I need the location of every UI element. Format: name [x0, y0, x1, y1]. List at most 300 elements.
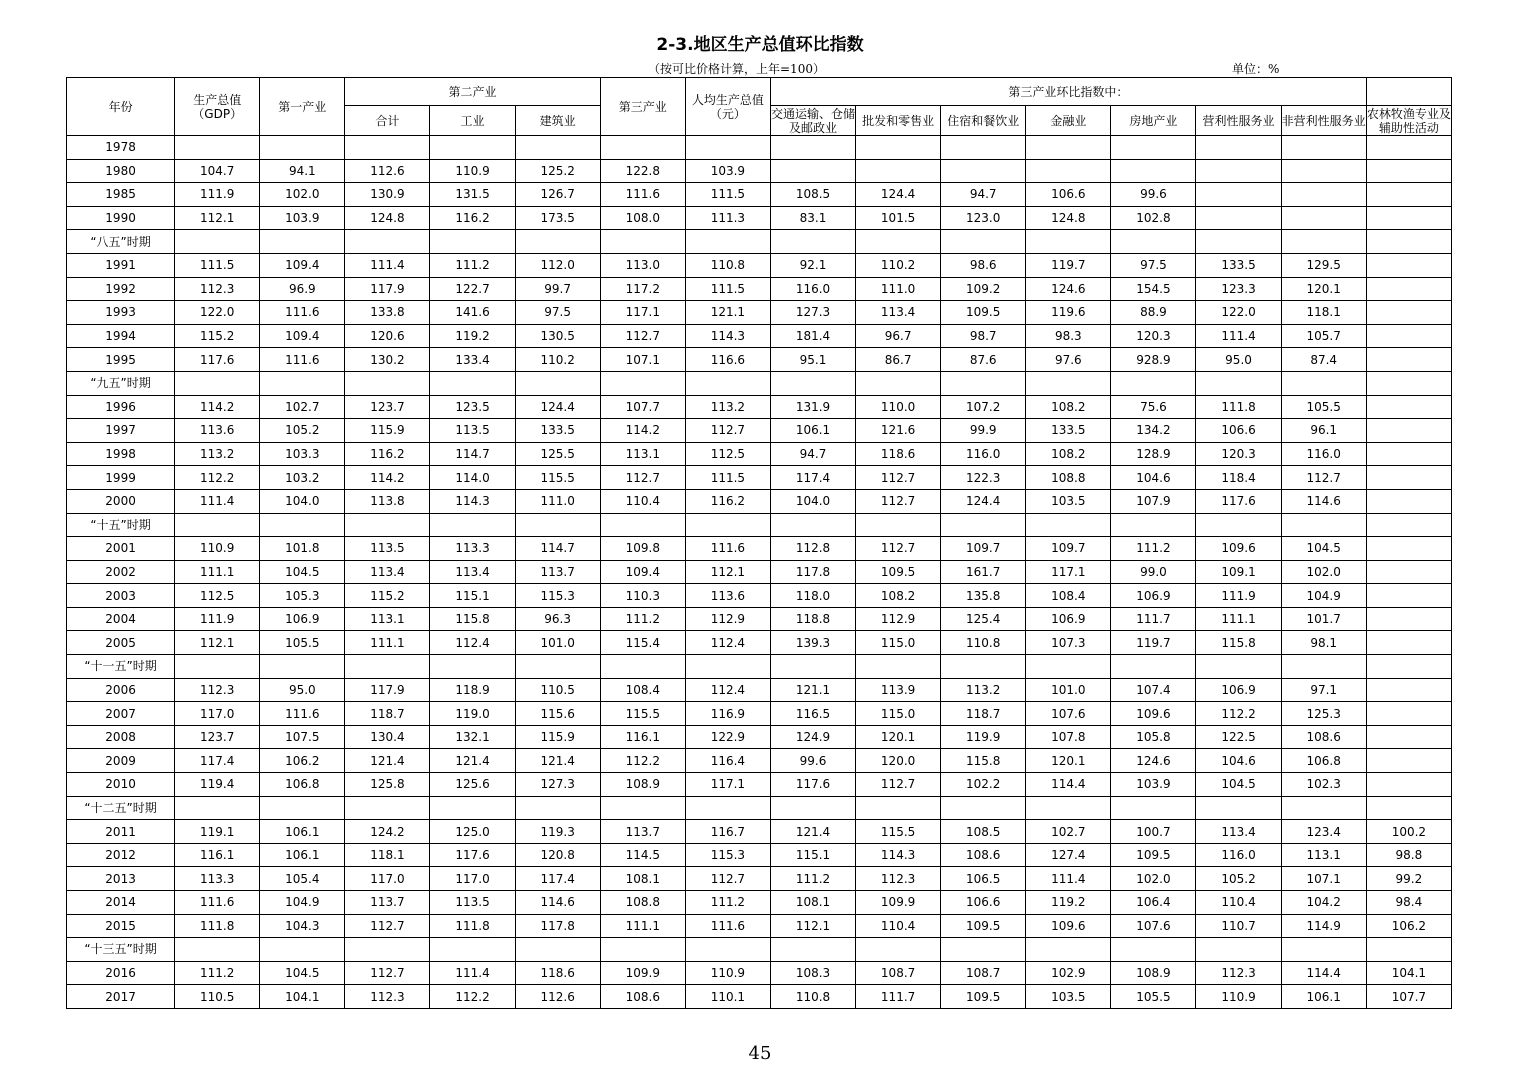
table-cell	[1366, 348, 1451, 372]
table-cell: 116.7	[685, 820, 770, 844]
table-cell: 107.1	[1281, 867, 1366, 891]
table-cell: 112.7	[600, 466, 685, 490]
table-cell: 111.7	[1111, 607, 1196, 631]
table-cell: 103.5	[1026, 985, 1111, 1009]
table-cell: 106.8	[1281, 749, 1366, 773]
table-cell: 112.6	[515, 985, 600, 1009]
period-label: “八五”时期	[67, 230, 175, 254]
table-cell: 98.4	[1366, 891, 1451, 915]
table-cell: 122.0	[175, 301, 260, 325]
table-cell: 115.8	[1196, 631, 1281, 655]
table-cell: 102.7	[260, 395, 345, 419]
table-cell	[856, 938, 941, 962]
table-cell: 110.0	[856, 395, 941, 419]
table-cell: 111.4	[430, 961, 515, 985]
table-cell: 111.1	[175, 560, 260, 584]
table-cell: 120.8	[515, 843, 600, 867]
table-cell: 104.5	[260, 961, 345, 985]
page-number: 45	[748, 1043, 772, 1064]
table-cell: 119.1	[175, 820, 260, 844]
table-cell: 112.2	[600, 749, 685, 773]
table-cell	[770, 371, 855, 395]
table-cell	[1366, 277, 1451, 301]
table-cell: 98.6	[941, 253, 1026, 277]
year-cell: 1995	[67, 348, 175, 372]
table-cell: 113.3	[430, 537, 515, 561]
table-cell: 133.5	[1196, 253, 1281, 277]
table-cell: 119.4	[175, 773, 260, 797]
year-cell: 1991	[67, 253, 175, 277]
table-cell: 110.8	[941, 631, 1026, 655]
table-cell: 111.0	[856, 277, 941, 301]
table-cell: 173.5	[515, 206, 600, 230]
table-cell: 127.3	[515, 773, 600, 797]
table-cell	[515, 796, 600, 820]
table-cell: 108.7	[856, 961, 941, 985]
table-cell: 112.7	[856, 489, 941, 513]
table-cell: 107.4	[1111, 678, 1196, 702]
table-cell: 87.6	[941, 348, 1026, 372]
table-cell: 123.3	[1196, 277, 1281, 301]
year-cell: 2015	[67, 914, 175, 938]
header-per-capita: 人均生产总值（元）	[685, 78, 770, 136]
table-cell: 113.2	[175, 442, 260, 466]
table-cell	[600, 796, 685, 820]
table-cell	[941, 371, 1026, 395]
table-cell	[430, 230, 515, 254]
table-cell: 113.0	[600, 253, 685, 277]
table-cell: 116.6	[685, 348, 770, 372]
table-cell: 106.2	[1366, 914, 1451, 938]
table-cell: 95.0	[1196, 348, 1281, 372]
table-cell: 107.6	[1111, 914, 1196, 938]
table-cell	[1281, 230, 1366, 254]
table-cell: 122.7	[430, 277, 515, 301]
table-cell	[770, 796, 855, 820]
header-sec-total: 合计	[345, 106, 430, 136]
year-cell: 2007	[67, 702, 175, 726]
table-cell	[1196, 796, 1281, 820]
table-cell: 107.3	[1026, 631, 1111, 655]
table-cell: 118.1	[345, 843, 430, 867]
table-cell	[1366, 631, 1451, 655]
header-profit-service: 营利性服务业	[1196, 106, 1281, 136]
table-cell	[430, 938, 515, 962]
table-cell: 109.8	[600, 537, 685, 561]
table-cell: 95.1	[770, 348, 855, 372]
table-cell: 117.9	[345, 277, 430, 301]
table-cell: 120.0	[856, 749, 941, 773]
header-hotel: 住宿和餐饮业	[941, 106, 1026, 136]
table-cell	[856, 513, 941, 537]
table-row	[67, 725, 1452, 749]
table-cell: 110.9	[685, 961, 770, 985]
table-cell	[770, 230, 855, 254]
table-cell: 111.5	[685, 277, 770, 301]
table-cell: 154.5	[1111, 277, 1196, 301]
year-cell: 1996	[67, 395, 175, 419]
table-cell: 104.6	[1111, 466, 1196, 490]
table-cell: 141.6	[430, 301, 515, 325]
table-cell: 117.4	[770, 466, 855, 490]
table-cell	[600, 655, 685, 679]
table-cell: 115.2	[175, 324, 260, 348]
table-cell: 108.7	[941, 961, 1026, 985]
period-label: “十二五”时期	[67, 796, 175, 820]
table-cell	[1111, 938, 1196, 962]
table-row	[67, 843, 1452, 867]
table-cell: 106.1	[770, 419, 855, 443]
table-cell: 100.7	[1111, 820, 1196, 844]
table-cell: 108.5	[941, 820, 1026, 844]
table-cell: 117.4	[515, 867, 600, 891]
year-cell: 2005	[67, 631, 175, 655]
period-row	[67, 655, 1452, 679]
table-cell	[941, 655, 1026, 679]
table-cell: 95.0	[260, 678, 345, 702]
table-cell: 103.9	[685, 159, 770, 183]
table-cell: 113.7	[345, 891, 430, 915]
table-cell	[345, 230, 430, 254]
table-cell	[1366, 159, 1451, 183]
table-cell: 111.4	[1026, 867, 1111, 891]
table-cell	[685, 371, 770, 395]
table-row	[67, 324, 1452, 348]
table-cell: 135.8	[941, 584, 1026, 608]
table-cell	[1196, 655, 1281, 679]
table-cell: 98.7	[941, 324, 1026, 348]
header-sec-construction: 建筑业	[515, 106, 600, 136]
table-cell: 111.9	[1196, 584, 1281, 608]
table-row	[67, 607, 1452, 631]
table-cell: 97.5	[515, 301, 600, 325]
header-transport: 交通运输、仓储及邮政业	[770, 106, 855, 135]
table-cell: 117.6	[1196, 489, 1281, 513]
table-cell: 107.7	[1366, 985, 1451, 1009]
table-cell	[941, 159, 1026, 183]
table-cell: 106.8	[260, 773, 345, 797]
period-label: “九五”时期	[67, 371, 175, 395]
table-cell: 117.6	[430, 843, 515, 867]
table-cell: 109.6	[1111, 702, 1196, 726]
period-label: “十三五”时期	[67, 938, 175, 962]
table-cell: 111.6	[175, 891, 260, 915]
table-cell: 117.9	[345, 678, 430, 702]
table-cell: 133.8	[345, 301, 430, 325]
table-cell	[941, 938, 1026, 962]
table-cell: 116.2	[430, 206, 515, 230]
table-cell: 112.3	[175, 277, 260, 301]
table-row	[67, 773, 1452, 797]
table-cell: 108.6	[941, 843, 1026, 867]
table-cell	[1366, 584, 1451, 608]
table-cell: 112.7	[345, 961, 430, 985]
table-row	[67, 560, 1452, 584]
table-cell	[1366, 301, 1451, 325]
table-cell	[941, 513, 1026, 537]
table-cell	[260, 938, 345, 962]
table-cell: 111.2	[1111, 537, 1196, 561]
year-cell: 2012	[67, 843, 175, 867]
table-cell: 108.1	[770, 891, 855, 915]
table-cell: 127.3	[770, 301, 855, 325]
table-cell	[430, 796, 515, 820]
table-cell: 96.7	[856, 324, 941, 348]
table-cell: 111.6	[600, 183, 685, 207]
table-cell: 116.0	[941, 442, 1026, 466]
table-cell: 113.4	[430, 560, 515, 584]
header-tertiary: 第三产业	[600, 78, 685, 136]
table-row	[67, 631, 1452, 655]
table-cell: 110.7	[1196, 914, 1281, 938]
table-cell: 109.2	[941, 277, 1026, 301]
year-cell: 2000	[67, 489, 175, 513]
table-cell: 106.4	[1111, 891, 1196, 915]
table-row	[67, 749, 1452, 773]
table-cell: 111.3	[685, 206, 770, 230]
table-cell: 119.7	[1111, 631, 1196, 655]
table-cell: 109.5	[941, 914, 1026, 938]
table-cell: 112.9	[856, 607, 941, 631]
table-cell	[1366, 206, 1451, 230]
table-cell: 99.9	[941, 419, 1026, 443]
table-cell: 108.8	[1026, 466, 1111, 490]
table-cell: 115.5	[600, 702, 685, 726]
table-cell: 98.3	[1026, 324, 1111, 348]
table-cell: 114.9	[1281, 914, 1366, 938]
table-cell: 108.8	[600, 891, 685, 915]
table-cell: 99.6	[1111, 183, 1196, 207]
table-cell: 112.7	[856, 537, 941, 561]
year-cell: 2013	[67, 867, 175, 891]
table-row	[67, 253, 1452, 277]
table-cell	[1366, 419, 1451, 443]
table-cell: 101.7	[1281, 607, 1366, 631]
table-cell: 108.4	[600, 678, 685, 702]
table-cell: 114.0	[430, 466, 515, 490]
table-cell	[1196, 206, 1281, 230]
table-cell: 133.5	[515, 419, 600, 443]
table-cell: 106.9	[260, 607, 345, 631]
table-cell	[941, 136, 1026, 160]
table-cell	[685, 513, 770, 537]
table-cell	[260, 655, 345, 679]
header-blank	[1366, 78, 1451, 106]
table-cell: 114.6	[1281, 489, 1366, 513]
table-cell	[430, 655, 515, 679]
table-cell: 96.3	[515, 607, 600, 631]
table-cell: 99.6	[770, 749, 855, 773]
table-cell: 92.1	[770, 253, 855, 277]
table-cell: 119.2	[430, 324, 515, 348]
table-cell	[1026, 136, 1111, 160]
table-cell: 112.4	[685, 678, 770, 702]
table-cell: 132.1	[430, 725, 515, 749]
table-cell: 117.6	[175, 348, 260, 372]
table-cell: 112.3	[1196, 961, 1281, 985]
table-cell: 123.7	[175, 725, 260, 749]
table-cell	[1026, 230, 1111, 254]
table-row	[67, 820, 1452, 844]
table-cell: 105.5	[1111, 985, 1196, 1009]
table-row	[67, 159, 1452, 183]
year-cell: 2011	[67, 820, 175, 844]
table-cell: 113.4	[856, 301, 941, 325]
table-cell	[1111, 371, 1196, 395]
table-cell	[1366, 253, 1451, 277]
table-cell: 130.2	[345, 348, 430, 372]
table-cell: 106.6	[1196, 419, 1281, 443]
table-cell: 113.5	[430, 419, 515, 443]
table-cell: 108.3	[770, 961, 855, 985]
table-row	[67, 678, 1452, 702]
table-cell: 112.6	[345, 159, 430, 183]
table-cell	[856, 230, 941, 254]
table-cell: 116.2	[685, 489, 770, 513]
table-cell	[1281, 206, 1366, 230]
year-cell: 1985	[67, 183, 175, 207]
table-cell: 111.6	[260, 348, 345, 372]
table-cell	[1366, 466, 1451, 490]
table-cell: 120.3	[1196, 442, 1281, 466]
table-cell: 112.8	[770, 537, 855, 561]
table-cell	[1366, 324, 1451, 348]
table-cell	[515, 938, 600, 962]
table-cell	[1196, 183, 1281, 207]
table-cell: 106.6	[941, 891, 1026, 915]
table-cell: 106.5	[941, 867, 1026, 891]
table-cell: 124.4	[941, 489, 1026, 513]
table-row	[67, 442, 1452, 466]
table-cell: 109.5	[856, 560, 941, 584]
table-cell: 112.9	[685, 607, 770, 631]
table-cell: 113.3	[175, 867, 260, 891]
table-cell: 126.7	[515, 183, 600, 207]
year-cell: 1997	[67, 419, 175, 443]
table-cell: 129.5	[1281, 253, 1366, 277]
table-cell: 116.5	[770, 702, 855, 726]
table-cell	[260, 136, 345, 160]
table-cell: 114.5	[600, 843, 685, 867]
table-cell: 110.1	[685, 985, 770, 1009]
table-row	[67, 584, 1452, 608]
table-cell	[345, 655, 430, 679]
period-row	[67, 371, 1452, 395]
table-cell	[175, 655, 260, 679]
table-cell: 161.7	[941, 560, 1026, 584]
table-cell: 112.2	[1196, 702, 1281, 726]
table-cell: 107.6	[1026, 702, 1111, 726]
table-cell: 112.4	[685, 631, 770, 655]
table-cell: 110.8	[770, 985, 855, 1009]
table-cell	[515, 136, 600, 160]
table-cell: 111.8	[175, 914, 260, 938]
table-cell: 75.6	[1111, 395, 1196, 419]
table-cell: 113.1	[345, 607, 430, 631]
table-cell	[1111, 159, 1196, 183]
table-cell: 130.5	[515, 324, 600, 348]
table-cell: 123.7	[345, 395, 430, 419]
table-cell	[1366, 607, 1451, 631]
table-cell: 104.7	[175, 159, 260, 183]
table-cell: 116.2	[345, 442, 430, 466]
table-cell: 102.2	[941, 773, 1026, 797]
year-cell: 2004	[67, 607, 175, 631]
table-cell	[1111, 655, 1196, 679]
table-cell: 119.9	[941, 725, 1026, 749]
table-cell: 109.4	[260, 253, 345, 277]
table-cell	[600, 938, 685, 962]
year-cell: 1994	[67, 324, 175, 348]
table-cell	[1196, 230, 1281, 254]
table-cell: 123.5	[430, 395, 515, 419]
table-cell	[430, 136, 515, 160]
table-cell: 112.3	[345, 985, 430, 1009]
table-cell	[856, 136, 941, 160]
table-cell: 102.9	[1026, 961, 1111, 985]
table-cell: 113.6	[685, 584, 770, 608]
table-cell: 108.6	[1281, 725, 1366, 749]
header-primary: 第一产业	[260, 78, 345, 136]
table-cell: 124.4	[856, 183, 941, 207]
table-cell	[1281, 938, 1366, 962]
table-cell: 112.2	[430, 985, 515, 1009]
year-cell: 1998	[67, 442, 175, 466]
table-cell: 114.3	[430, 489, 515, 513]
table-cell: 104.1	[1366, 961, 1451, 985]
table-cell: 111.2	[770, 867, 855, 891]
table-cell: 113.5	[430, 891, 515, 915]
table-cell: 98.8	[1366, 843, 1451, 867]
header-wholesale: 批发和零售业	[856, 106, 941, 136]
table-cell	[260, 371, 345, 395]
table-cell: 83.1	[770, 206, 855, 230]
year-cell: 2010	[67, 773, 175, 797]
table-cell	[175, 796, 260, 820]
table-cell	[856, 371, 941, 395]
year-cell: 2002	[67, 560, 175, 584]
table-cell: 118.9	[430, 678, 515, 702]
table-cell: 97.1	[1281, 678, 1366, 702]
table-cell: 115.5	[515, 466, 600, 490]
table-cell: 106.1	[1281, 985, 1366, 1009]
table-cell: 117.1	[685, 773, 770, 797]
table-cell: 112.7	[345, 914, 430, 938]
table-cell	[1281, 796, 1366, 820]
table-row	[67, 489, 1452, 513]
table-cell: 111.1	[345, 631, 430, 655]
table-row	[67, 914, 1452, 938]
table-cell	[1366, 136, 1451, 160]
year-cell: 2009	[67, 749, 175, 773]
table-row	[67, 206, 1452, 230]
table-cell	[175, 230, 260, 254]
table-cell	[1281, 513, 1366, 537]
table-cell	[1196, 371, 1281, 395]
table-cell: 120.1	[1281, 277, 1366, 301]
table-cell	[1281, 655, 1366, 679]
table-row	[67, 702, 1452, 726]
table-cell: 107.1	[600, 348, 685, 372]
table-cell: 117.6	[770, 773, 855, 797]
table-cell: 110.4	[600, 489, 685, 513]
table-cell	[856, 796, 941, 820]
table-cell: 108.1	[600, 867, 685, 891]
table-cell: 105.2	[260, 419, 345, 443]
table-cell: 87.4	[1281, 348, 1366, 372]
table-cell: 116.4	[685, 749, 770, 773]
table-cell: 111.8	[1196, 395, 1281, 419]
